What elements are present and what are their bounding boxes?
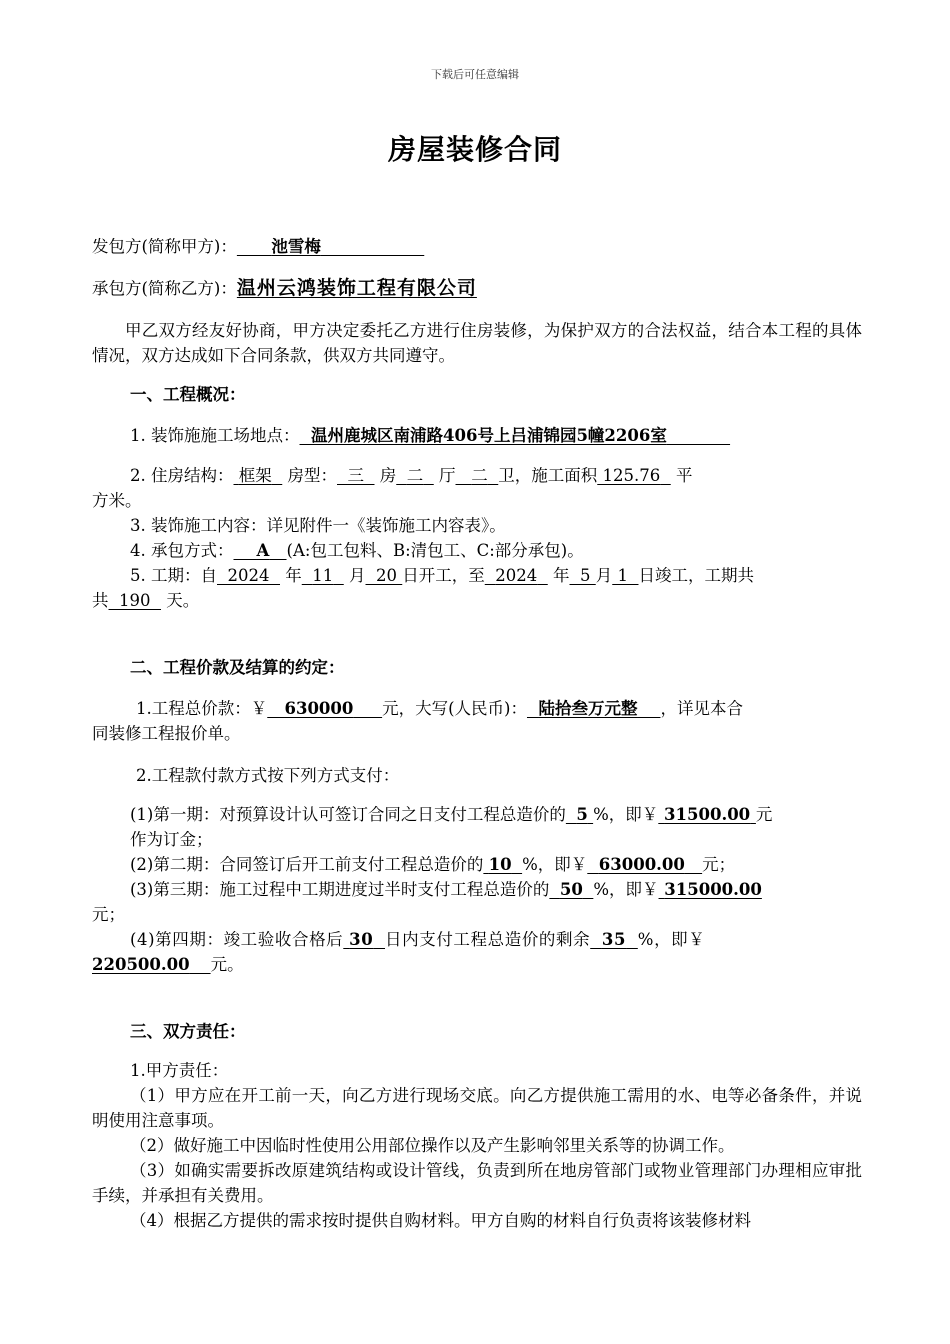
s3-r1: （1）甲方应在开工前一天，向乙方进行现场交底。向乙方提供施工需用的水、电等必备条件，并说明使用注意事项。	[92, 1086, 862, 1130]
intro-paragraph: 甲乙双方经友好协商，甲方决定委托乙方进行住房装修，为保护双方的合法权益，结合本工程的具体情况，双方达成如下合同条款，供双方共同遵守。	[92, 321, 862, 365]
s2-p4: (4)第四期：竣工验收合格后 30 日内支付工程总造价的剩余 35 %，即￥ 220500.00 元。	[92, 930, 706, 974]
s3-sub1: 1.甲方责任：	[130, 1061, 229, 1080]
s2-pay-intro: 2.工程款付款方式按下列方式支付：	[136, 766, 400, 785]
s3-r3: （3）如确实需要拆改原建筑结构或设计管线，负责到所在地房管部门或物业管理部门办理相应审批手续，并承担有关费用。	[92, 1161, 862, 1205]
party-a-line	[92, 234, 862, 259]
s2-total: 1.工程总价款：￥ 630000 元，大写(人民币)： 陆拾叁万元整 ，详见本合 同装修工程报价单。	[92, 699, 743, 743]
s3-r2: （2）做好施工中因临时性使用公用部位操作以及产生影响邻里关系等的协调工作。	[130, 1136, 735, 1155]
s1-item2: 2. 住房结构： 框架 房型： 三 房 二 厅 二 卫，施工面积 125.76 平 方米。	[92, 466, 693, 510]
s1-item3: 3. 装饰施工内容：详见附件一《装饰施工内容表》。	[130, 516, 506, 535]
s1-item1: 1. 装饰施施工场地点： 温州鹿城区南浦路406号上吕浦锦园5幢2206室	[130, 423, 860, 448]
section-2-heading: 二、工程价款及结算的约定：	[130, 658, 345, 677]
s1-item4: 4. 承包方式： A (A:包工包料、B:清包工、C:部分承包)。	[130, 541, 584, 560]
party-b-name: 温州云鸿装饰工程有限公司	[236, 277, 477, 299]
s2-p1: (1)第一期：对预算设计认可签订合同之日支付工程总造价的 5 %，即￥ 31500.00 元 作为订金；	[130, 805, 773, 849]
site-address: 温州鹿城区南浦路406号上吕浦锦园5幢2206室	[311, 426, 667, 445]
s3-r4: （4）根据乙方提供的需求按时提供自购材料。甲方自购的材料自行负责将该装修材料	[130, 1211, 751, 1230]
party-b-line	[92, 276, 862, 301]
s2-p3: (3)第三期：施工过程中工期进度过半时支付工程总造价的 50 %，即￥ 315000.00 元；	[92, 880, 762, 924]
party-b-label: 承包方(简称乙方)：	[92, 279, 237, 298]
header-note: 下载后可任意编辑	[431, 68, 519, 81]
contract-title: 房屋装修合同	[387, 133, 562, 166]
s2-p2: (2)第二期：合同签订后开工前支付工程总造价的 10 %，即￥ 63000.00 元；	[130, 855, 736, 874]
section-1-heading: 一、工程概况：	[130, 385, 246, 404]
section-3-heading: 三、双方责任：	[130, 1022, 246, 1041]
s1-item5: 5. 工期：自 2024 年 11 月 20 日开工，至 2024 年 5 月 1 日竣工，工期共 共 190 天。	[92, 566, 754, 610]
party-a-name: 池雪梅	[271, 237, 321, 256]
party-a-label: 发包方(简称甲方)：	[92, 237, 237, 256]
